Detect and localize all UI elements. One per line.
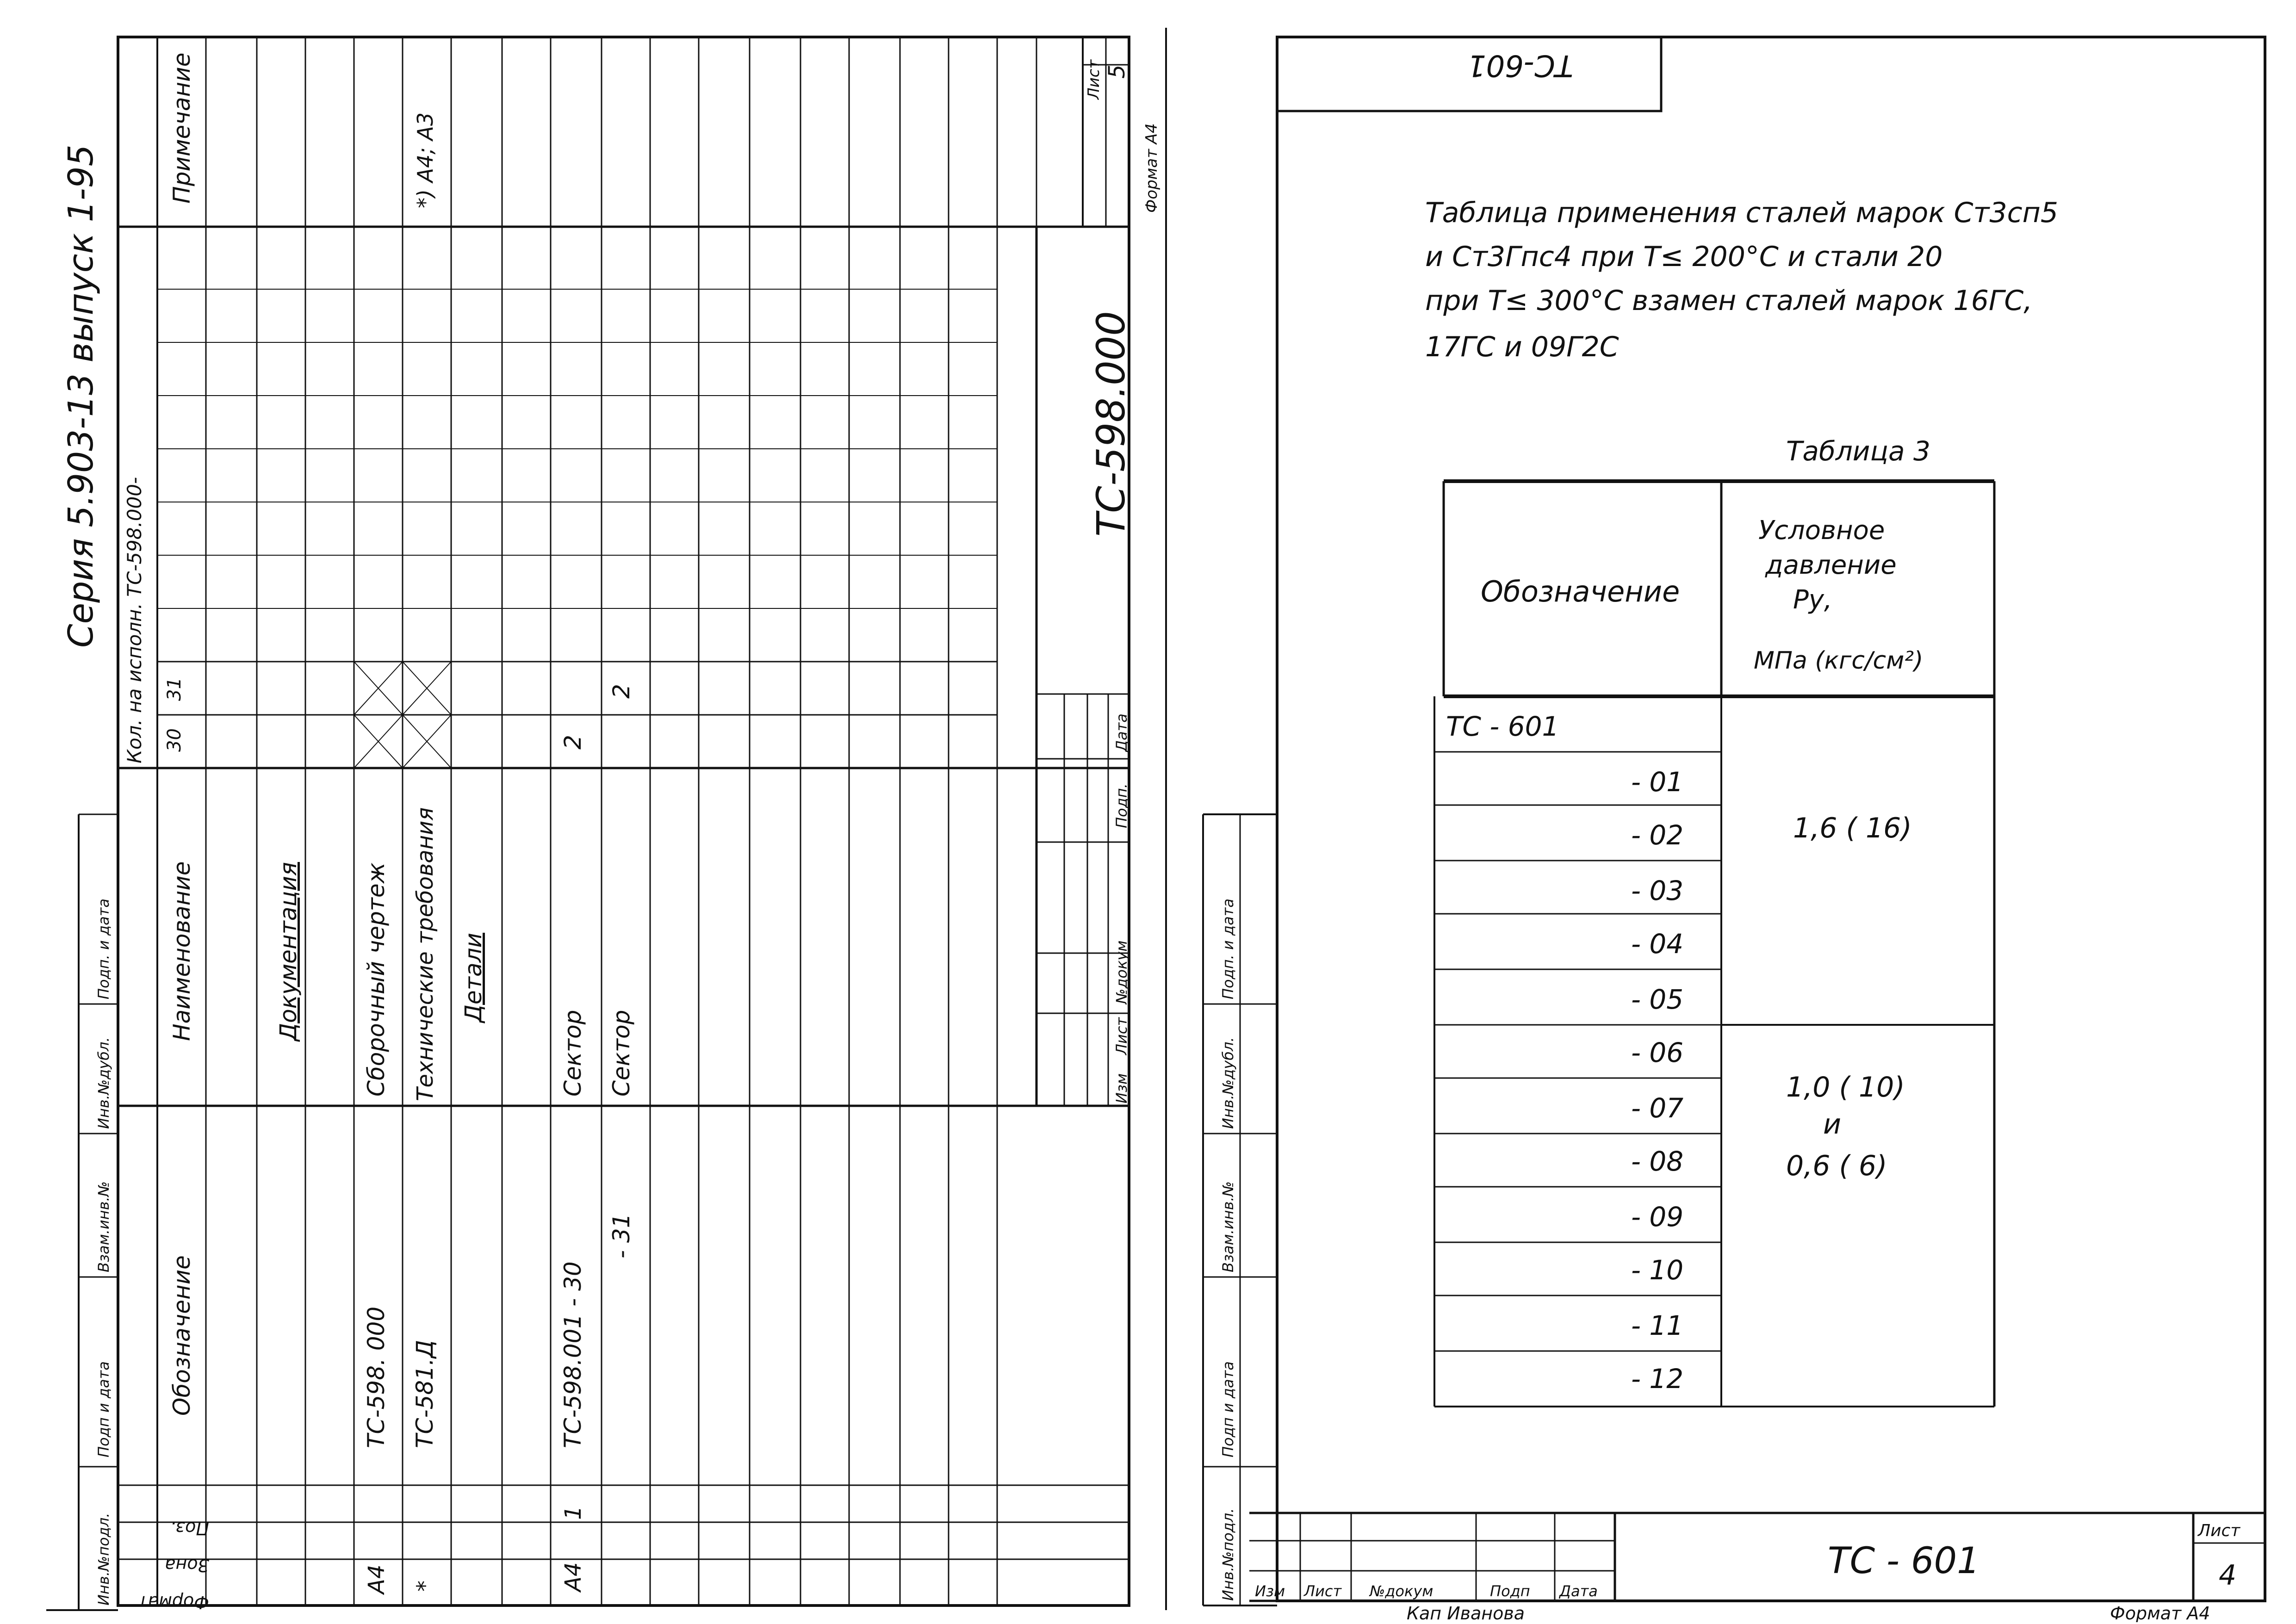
table-row-6: - 06	[1631, 1037, 1684, 1068]
col-note-header: Примечание	[168, 52, 195, 204]
intro-line-4: 17ГС и 09Г2С	[1425, 331, 1619, 363]
table-row-2: - 02	[1631, 819, 1684, 851]
row-techreq-format: *	[412, 1581, 438, 1592]
intro-line-1: Таблица применения сталей марок Ст3сп5	[1425, 197, 2059, 229]
table-row-11: - 11	[1631, 1310, 1684, 1341]
col-designation-header: Обозначение	[168, 1255, 195, 1416]
col-qty-header: Кол. на исполн. ТС-598.000-	[123, 477, 146, 763]
col-qty-30: 30	[164, 728, 185, 752]
left-sheet-label: Лист	[1085, 59, 1103, 99]
row-assembly-name: Сборочный чертеж	[363, 862, 390, 1097]
table-header-designation: Обозначение	[1481, 575, 1680, 608]
table-row-10: - 10	[1631, 1254, 1684, 1286]
row-techreq-note: *) А4; А3	[413, 112, 438, 208]
col-position-header: Поз.	[170, 1518, 209, 1538]
right-margin-inv-dup: Инв.№дубл.	[1219, 1037, 1237, 1129]
right-margin-replace-inv: Взам.инв.№	[1219, 1181, 1237, 1272]
row-techreq-name: Технические требования	[412, 807, 438, 1101]
right-format-note: Формат А4	[2110, 1603, 2210, 1622]
table-row-7: - 07	[1631, 1092, 1684, 1124]
table-header-pressure-4: МПа (кгс/см²)	[1754, 647, 1924, 675]
right-sheet-label: Лист	[2198, 1521, 2240, 1540]
row-parts-section-name: Детали	[460, 932, 487, 1023]
intro-line-2: и Ст3Гпс4 при Т≤ 200°С и стали 20	[1425, 241, 1943, 273]
intro-line-3: при Т≤ 300°С взамен сталей марок 16ГС,	[1425, 285, 2033, 317]
right-stamp-signer: Кап Иванова	[1407, 1603, 1525, 1622]
col-qty-31: 31	[164, 677, 185, 701]
row-sector31-qty31: 2	[608, 684, 635, 699]
pressure-group-1: 1,6 ( 16)	[1793, 812, 1912, 844]
left-stamp-label-list: Лист	[1113, 1017, 1130, 1055]
row-sector30-pos: 1	[560, 1506, 586, 1520]
left-stamp-label-docnum: №докум	[1113, 940, 1130, 1004]
row-assembly-format: А4	[364, 1564, 390, 1594]
right-sheet	[1203, 37, 2265, 1622]
right-sheet-number: 4	[2219, 1559, 2237, 1592]
left-margin-sign-date: Подп и дата	[95, 1361, 112, 1457]
table-row-0: ТС - 601	[1446, 711, 1559, 742]
right-margin-sign-date-2: Подп. и дата	[1219, 899, 1237, 999]
left-margin-inv-dup: Инв.№дубл.	[95, 1037, 112, 1129]
row-sector31-name: Сектор	[608, 1010, 635, 1097]
right-stamp-label-izm: Изм	[1255, 1582, 1285, 1600]
col-format-header: Формат	[137, 1592, 209, 1612]
series-title: Серия 5.903-13 выпуск 1-95	[61, 144, 101, 648]
table-header-pressure-2: давление	[1765, 550, 1897, 580]
left-sheet-number: 5	[1104, 64, 1130, 79]
left-stamp-label-sign: Подп.	[1113, 783, 1130, 828]
row-lines	[157, 37, 1036, 1605]
right-top-code: ТС-601	[1467, 48, 1573, 82]
col-zone-header: Зона	[165, 1555, 209, 1575]
table-header-pressure-1: Условное	[1758, 515, 1885, 545]
table-row-12: - 12	[1631, 1363, 1684, 1395]
qty-grid	[157, 227, 997, 768]
pressure-table	[1434, 481, 1994, 1407]
row-sector30-name: Сектор	[559, 1010, 586, 1097]
table-header-pressure-3: Ру,	[1793, 585, 1832, 615]
table-row-4: - 04	[1631, 928, 1684, 960]
left-margin-replace-inv: Взам.инв.№	[95, 1181, 112, 1272]
right-stamp-label-list: Лист	[1304, 1582, 1342, 1600]
left-sheet	[46, 28, 1166, 1612]
right-margin-sign-date: Подп и дата	[1219, 1361, 1237, 1457]
pressure-group-2-line-1: 1,0 ( 10)	[1786, 1071, 1905, 1103]
right-stamp-label-date: Дата	[1559, 1582, 1598, 1600]
pressure-group-2-line-3: 0,6 ( 6)	[1786, 1150, 1887, 1182]
row-assembly-designation: ТС-598. 000	[363, 1306, 390, 1448]
left-stamp-label-date: Дата	[1113, 713, 1130, 752]
table-row-3: - 03	[1631, 875, 1684, 906]
table-row-9: - 09	[1631, 1201, 1684, 1233]
left-stamp-label-izm: Изм	[1113, 1073, 1130, 1103]
table-row-8: - 08	[1631, 1146, 1684, 1177]
left-margin-sign-date-2: Подп. и дата	[95, 899, 112, 999]
right-margin-inv-orig: Инв.№подл.	[1219, 1508, 1237, 1601]
row-sector31-designation: - 31	[608, 1213, 635, 1258]
right-stamp-label-docnum: №докум	[1370, 1582, 1433, 1600]
table-caption: Таблица 3	[1786, 435, 1930, 467]
col-name-header: Наименование	[168, 861, 195, 1041]
table-row-1: - 01	[1631, 766, 1684, 798]
right-binding-margin	[1203, 814, 1277, 1605]
row-doc-section-name: Документация	[275, 862, 302, 1041]
left-doc-code: ТС-598.000	[1088, 311, 1134, 537]
table-row-5: - 05	[1631, 984, 1684, 1015]
left-format-note: Формат А4	[1142, 123, 1161, 213]
row-techreq-designation: ТС-581.Д	[411, 1340, 438, 1448]
row-sector30-designation: ТС-598.001 - 30	[559, 1261, 586, 1448]
row-sector30-format: А4	[560, 1562, 586, 1592]
row-sector30-qty30: 2	[559, 735, 586, 750]
right-stamp-label-sign: Подп	[1490, 1582, 1530, 1600]
pressure-group-2-line-2: и	[1823, 1108, 1841, 1141]
right-stamp-code: ТС - 601	[1828, 1540, 1980, 1582]
left-margin-inv-orig: Инв.№подл.	[95, 1512, 112, 1605]
